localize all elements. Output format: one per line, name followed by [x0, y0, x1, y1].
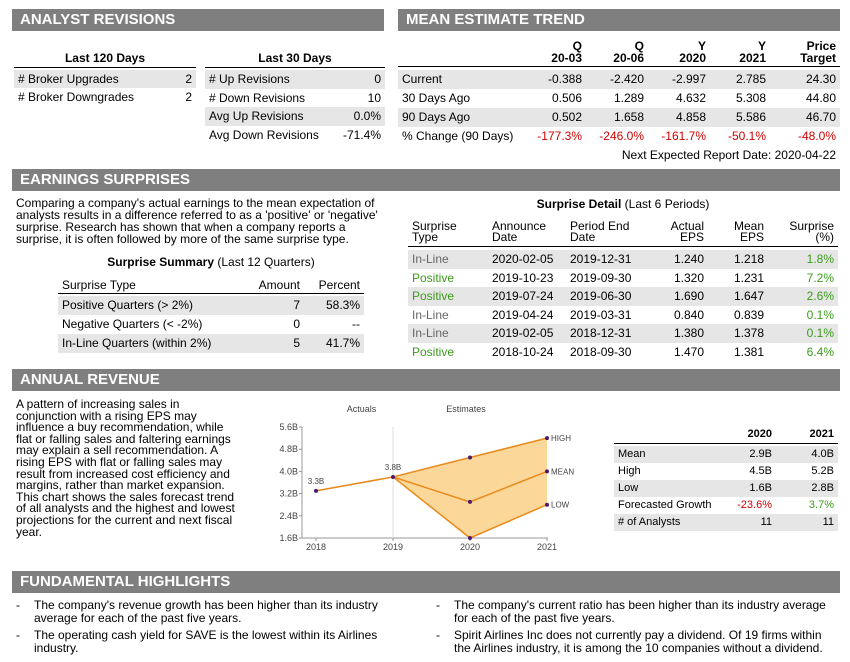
- announce-date: 2018-10-24: [492, 344, 554, 359]
- value-cell: -2.997: [671, 72, 706, 86]
- surprise-type: In-Line: [412, 307, 449, 322]
- series-end-label: LOW: [551, 500, 570, 510]
- actual-point: [391, 475, 395, 479]
- detail-row: [408, 269, 838, 288]
- broker-table: [14, 70, 196, 106]
- revenue-label: # of Analysts: [618, 516, 681, 528]
- period-end-date: 2018-09-30: [570, 344, 632, 359]
- col-header-period: Period End Date: [570, 219, 630, 244]
- actual-eps: 1.240: [673, 252, 704, 266]
- revenue-label: Forecasted Growth: [618, 499, 712, 511]
- row-label: # Down Revisions: [209, 90, 306, 105]
- col-header: Amount: [258, 278, 300, 292]
- mean-eps: 0.839: [733, 307, 764, 322]
- surprise-detail-table: [408, 221, 838, 362]
- x-tick-label: 2020: [459, 542, 481, 552]
- period-end-date: 2019-09-30: [570, 270, 632, 285]
- surprise-summary-table: [58, 278, 364, 353]
- revenue-label: Mean: [618, 448, 646, 460]
- next-report-date: Next Expected Report Date: 2020-04-22: [621, 148, 836, 162]
- avg-up-revisions-row: [205, 107, 385, 126]
- series-point: [545, 503, 549, 507]
- broker-upgrades-row: [14, 70, 196, 88]
- detail-row: [408, 250, 838, 269]
- mean-eps: 1.381: [733, 344, 764, 359]
- summary-percent: --: [352, 317, 360, 331]
- y-tick-label: 1.6B: [279, 533, 298, 543]
- revenue-2021: 11: [822, 516, 834, 528]
- y-tick-label: 4.0B: [279, 466, 298, 477]
- summary-percent: 58.3%: [325, 298, 360, 312]
- broker-downgrades-row: [14, 88, 196, 106]
- revenue-label: High: [618, 465, 641, 477]
- value-cell: 4.632: [675, 91, 706, 105]
- surprise-percent: 6.4%: [806, 344, 834, 359]
- revisions-table: [205, 70, 385, 144]
- actual-eps: 1.690: [673, 289, 704, 304]
- detail-row: [408, 287, 838, 306]
- period-end-date: 2018-12-31: [570, 326, 632, 341]
- mean-eps: 1.231: [733, 270, 764, 285]
- detail-row: [408, 324, 838, 343]
- revenue-2021: 4.0B: [811, 448, 834, 460]
- row-label: # Broker Upgrades: [18, 72, 119, 86]
- avg-down-revisions-row: [205, 126, 385, 145]
- value-cell: -48.0%: [797, 129, 836, 143]
- revenue-row: [614, 463, 838, 480]
- x-tick-label: 2021: [536, 542, 558, 552]
- value-cell: 44.80: [805, 91, 836, 105]
- revenue-2020: 1.6B: [749, 482, 772, 494]
- announce-date: 2019-02-05: [492, 326, 554, 341]
- series-point: [468, 500, 472, 504]
- high-low-range-fill: [393, 438, 547, 538]
- mean-estimate-row-30days: [398, 89, 840, 108]
- summary-row-negative: [58, 315, 364, 334]
- summary-percent: 41.7%: [325, 336, 360, 350]
- value-cell: 0.506: [551, 91, 582, 105]
- summary-amount: 5: [293, 336, 300, 350]
- row-label: Avg Up Revisions: [209, 109, 304, 123]
- value-cell: -50.1%: [727, 129, 766, 143]
- row-value: -71.4%: [342, 127, 381, 142]
- mean-estimate-headers: [398, 40, 840, 67]
- row-label: # Broker Downgrades: [18, 90, 135, 104]
- col-header-q1: Q 20-03: [551, 39, 582, 65]
- actual-eps: 1.320: [673, 270, 704, 285]
- col-header-mean: Mean EPS: [733, 219, 764, 244]
- actual-point: [314, 489, 318, 493]
- actual-eps: 1.380: [673, 326, 704, 341]
- value-cell: -2.420: [609, 72, 644, 86]
- last-120-days-header: Last 120 Days: [14, 51, 196, 68]
- row-label: # Up Revisions: [209, 72, 290, 86]
- col-header-2021: 2021: [809, 428, 834, 440]
- col-header-y2021: Y 2021: [739, 39, 766, 65]
- down-revisions-row: [205, 89, 385, 108]
- revenue-label: Low: [618, 482, 639, 494]
- series-point: [468, 456, 472, 460]
- value-cell: -0.388: [547, 72, 582, 86]
- next-report-row: [398, 146, 840, 164]
- revenue-2020: 11: [760, 516, 772, 528]
- period-end-date: 2019-12-31: [570, 252, 632, 266]
- surprise-summary-title: Surprise Summary (Last 12 Quarters): [107, 255, 315, 269]
- row-label: % Change (90 Days): [402, 129, 514, 143]
- value-cell: -246.0%: [599, 129, 644, 143]
- value-cell: 1.289: [613, 91, 644, 105]
- revenue-2020: -23.6%: [737, 499, 772, 511]
- revenue-2021: 5.2B: [811, 465, 834, 477]
- mean-eps: 1.218: [733, 252, 764, 266]
- period-end-date: 2019-03-31: [570, 307, 632, 322]
- fundamental-highlights-header: FUNDAMENTAL HIGHLIGHTS: [12, 571, 840, 593]
- revenue-table-header: [614, 428, 838, 444]
- summary-row-inline: [58, 334, 364, 353]
- row-value: 2: [185, 72, 192, 86]
- revenue-forecast-chart: [266, 398, 596, 558]
- summary-amount: 0: [293, 317, 300, 331]
- surprise-percent: 2.6%: [806, 289, 834, 304]
- value-cell: 4.858: [675, 110, 706, 124]
- surprise-type: Positive: [412, 289, 455, 304]
- y-tick-label: 5.6B: [279, 422, 298, 432]
- detail-row: [408, 306, 838, 325]
- analyst-revisions-header: ANALYST REVISIONS: [12, 9, 384, 31]
- x-tick-label: 2019: [382, 542, 404, 552]
- mean-estimate-trend-header: MEAN ESTIMATE TREND: [398, 9, 840, 31]
- x-tick-label: 2018: [305, 542, 327, 552]
- detail-rows: [408, 250, 838, 362]
- annual-revenue-header: ANNUAL REVENUE: [12, 369, 840, 391]
- announce-date: 2019-10-23: [492, 270, 554, 285]
- mean-estimate-row-current: [398, 70, 840, 89]
- row-label: Avg Down Revisions: [209, 127, 319, 142]
- col-header-actual: Actual EPS: [670, 219, 704, 244]
- revenue-row: [614, 480, 838, 497]
- mean-estimate-row-change: [398, 127, 840, 146]
- surprise-percent: 0.1%: [806, 326, 834, 341]
- earnings-intro-text: Comparing a company's actual earnings to the mean expectation of analysts results in a difference referred to as a 'positive' or 'negative' surprise. Research has shown that when a company reports a surprise, it is often followed by more of the same surprise type.: [16, 196, 378, 246]
- revenue-2021: 2.8B: [811, 482, 834, 494]
- col-header: Percent: [318, 278, 360, 292]
- surprise-type: Positive: [412, 270, 455, 285]
- last-30-days-header: Last 30 Days: [205, 51, 385, 68]
- row-label: 30 Days Ago: [402, 91, 471, 105]
- surprise-percent: 0.1%: [806, 307, 834, 322]
- series-end-label: HIGH: [551, 434, 571, 444]
- revenue-forecast-table: [614, 428, 838, 531]
- revenue-row: [614, 514, 838, 531]
- surprise-detail-title: Surprise Detail (Last 6 Periods): [536, 197, 710, 211]
- mean-eps: 1.378: [733, 326, 764, 341]
- summary-header-row: [58, 278, 364, 294]
- value-cell: 5.586: [735, 110, 766, 124]
- series-point: [545, 469, 549, 473]
- value-cell: -177.3%: [537, 129, 582, 143]
- announce-date: 2019-04-24: [492, 307, 554, 322]
- row-label: Current: [402, 72, 443, 86]
- revenue-rows: [614, 446, 838, 531]
- y-tick-label: 2.4B: [279, 510, 298, 521]
- summary-type: Negative Quarters (< -2%): [62, 317, 203, 331]
- row-value: 0: [374, 72, 381, 86]
- col-header-surprise: Surprise (%): [789, 219, 834, 244]
- row-value: 10: [367, 90, 381, 105]
- revenue-2020: 4.5B: [749, 465, 772, 477]
- surprise-percent: 1.8%: [806, 252, 834, 266]
- value-cell: 5.308: [735, 91, 766, 105]
- actuals-label: Actuals: [346, 404, 377, 414]
- summary-row-positive: [58, 296, 364, 315]
- row-value: 0.0%: [353, 109, 381, 123]
- actual-eps: 1.470: [673, 344, 704, 359]
- mean-eps: 1.647: [733, 289, 764, 304]
- revenue-row: [614, 497, 838, 514]
- col-header-announce: Announce Date: [492, 219, 547, 244]
- surprise-type: Positive: [412, 344, 455, 359]
- estimates-label: Estimates: [446, 404, 486, 414]
- period-end-date: 2019-06-30: [570, 289, 632, 304]
- announce-date: 2019-07-24: [492, 289, 554, 304]
- announce-date: 2020-02-05: [492, 252, 554, 266]
- row-value: 2: [185, 90, 192, 104]
- y-tick-label: 4.8B: [279, 444, 298, 455]
- summary-amount: 7: [293, 298, 300, 312]
- col-header-q2: Q 20-06: [613, 39, 644, 65]
- series-end-label: MEAN: [551, 467, 575, 477]
- col-header: Surprise Type: [62, 278, 136, 292]
- revenue-row: [614, 446, 838, 463]
- value-cell: 2.785: [735, 72, 766, 86]
- summary-type: In-Line Quarters (within 2%): [62, 336, 212, 350]
- value-cell: 0.502: [551, 110, 582, 124]
- actual-point-label: 3.8B: [384, 462, 402, 472]
- actuals-line: [316, 477, 393, 491]
- value-cell: 24.30: [805, 72, 836, 86]
- row-label: 90 Days Ago: [402, 110, 471, 124]
- actual-eps: 0.840: [673, 307, 704, 322]
- detail-header-row: [408, 221, 838, 247]
- series-point: [545, 436, 549, 440]
- col-header-type: Surprise Type: [412, 219, 457, 244]
- revenue-2021: 3.7%: [808, 499, 834, 511]
- surprise-type: In-Line: [412, 252, 449, 266]
- surprise-percent: 7.2%: [806, 270, 834, 285]
- earnings-surprises-header: EARNINGS SURPRISES: [12, 169, 840, 191]
- mean-estimate-table: [398, 40, 840, 164]
- col-header-price-target: Price Target: [800, 39, 836, 65]
- detail-row: [408, 343, 838, 362]
- value-cell: 46.70: [805, 110, 836, 124]
- up-revisions-row: [205, 70, 385, 89]
- annual-revenue-text: A pattern of increasing sales in conjunction with a rising EPS may influence a buy recommendation, while flat or falling sales and faltering earnings may explain a sell recommendation. A rising EPS with flat or falling sales may result from increased cost efficiency and margins, rather than market expansion. This chart shows the sales forecast trend of all analysts and the highest and lowest projections for the current and next fiscal year.: [16, 397, 235, 539]
- mean-estimate-row-90days: [398, 108, 840, 127]
- col-header-2020: 2020: [747, 428, 772, 440]
- value-cell: -161.7%: [661, 129, 706, 143]
- y-tick-label: 3.2B: [279, 488, 298, 499]
- series-point: [468, 536, 472, 540]
- revenue-2020: 2.9B: [749, 448, 772, 460]
- value-cell: 1.658: [613, 110, 644, 124]
- surprise-type: In-Line: [412, 326, 449, 341]
- col-header-y2020: Y 2020: [679, 39, 706, 65]
- summary-type: Positive Quarters (> 2%): [62, 298, 194, 312]
- actual-point-label: 3.3B: [307, 476, 325, 486]
